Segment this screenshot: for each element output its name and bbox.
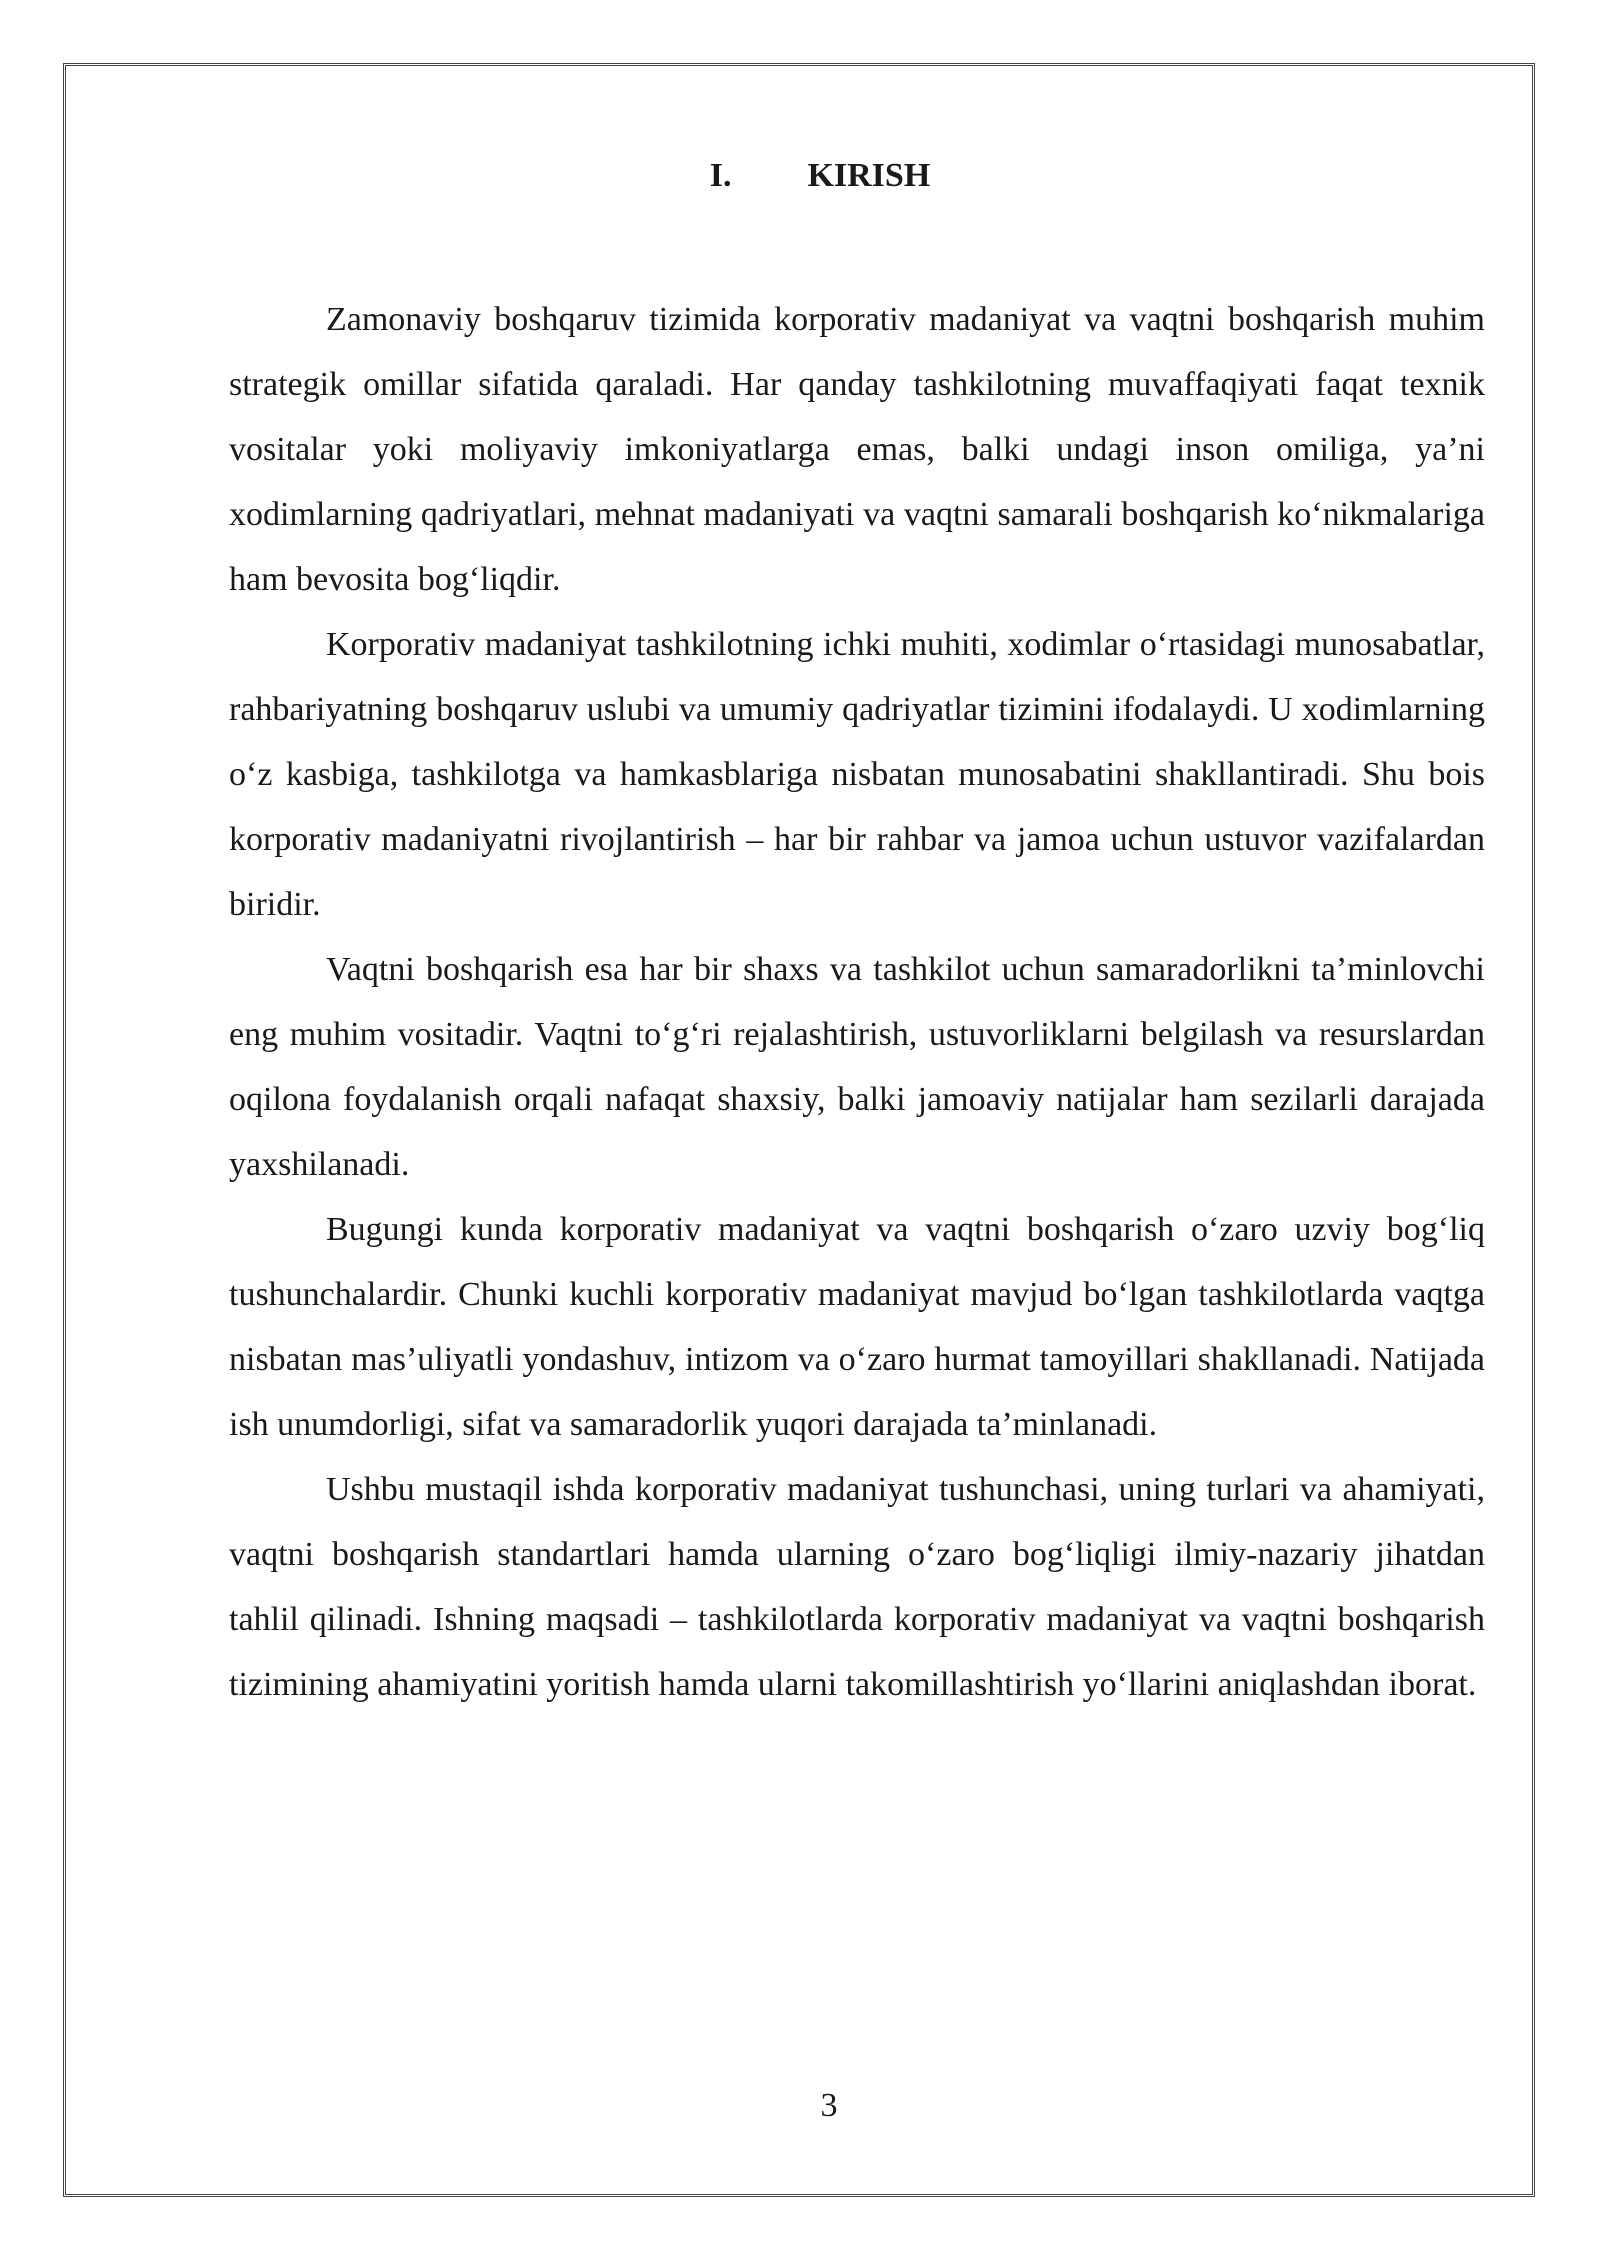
body-text xyxy=(229,287,1485,1717)
paragraph: Zamonaviy boshqaruv tizimida korporativ madaniyat va vaqtni boshqarish muhim strategik omillar sifatida qaraladi. Har qanday tashkilotning muvaffaqiyati faqat texnik vositalar yoki moliyaviy imkoniyatlarga emas, balki undagi inson omiliga, ya’ni xodimlarning qadriyatlari, mehnat madaniyati va vaqtni samarali boshqarish ko‘nikmalariga ham bevosita bog‘liqdir. xyxy=(229,301,1485,598)
section-title: KIRISH xyxy=(807,157,931,194)
section-heading xyxy=(0,152,1600,200)
section-number: I. xyxy=(709,157,732,194)
page-number: 3 xyxy=(820,2087,838,2124)
paragraph: Ushbu mustaqil ishda korporativ madaniyat tushunchasi, uning turlari va ahamiyati, vaqtni boshqarish standartlari hamda ularning o‘zaro bog‘liqligi ilmiy-nazariy jihatdan tahlil qilinadi. Ishning maqsadi – tashkilotlarda korporativ madaniyat va vaqtni boshqarish tizimining ahamiyatini yoritish hamda ularni takomillashtirish yo‘llarini aniqlashdan iborat. xyxy=(229,1471,1485,1703)
paragraph: Korporativ madaniyat tashkilotning ichki muhiti, xodimlar o‘rtasidagi munosabatlar, rahbariyatning boshqaruv uslubi va umumiy qadriyatlar tizimini ifodalaydi. U xodimlarning o‘z kasbiga, tashkilotga va hamkasblariga nisbatan munosabatini shakllantiradi. Shu bois korporativ madaniyatni rivojlantirish – har bir rahbar va jamoa uchun ustuvor vazifalardan biridir. xyxy=(229,626,1485,923)
paragraph: Vaqtni boshqarish esa har bir shaxs va tashkilot uchun samaradorlikni ta’minlovchi eng muhim vositadir. Vaqtni to‘g‘ri rejalashtirish, ustuvorliklarni belgilash va resurslardan oqilona foydalanish orqali nafaqat shaxsiy, balki jamoaviy natijalar ham sezilarli darajada yaxshilanadi. xyxy=(229,951,1485,1183)
paragraph: Bugungi kunda korporativ madaniyat va vaqtni boshqarish o‘zaro uzviy bog‘liq tushunchalardir. Chunki kuchli korporativ madaniyat mavjud bo‘lgan tashkilotlarda vaqtga nisbatan mas’uliyatli yondashuv, intizom va o‘zaro hurmat tamoyillari shakllanadi. Natijada ish unumdorligi, sifat va samaradorlik yuqori darajada ta’minlanadi. xyxy=(229,1211,1485,1443)
